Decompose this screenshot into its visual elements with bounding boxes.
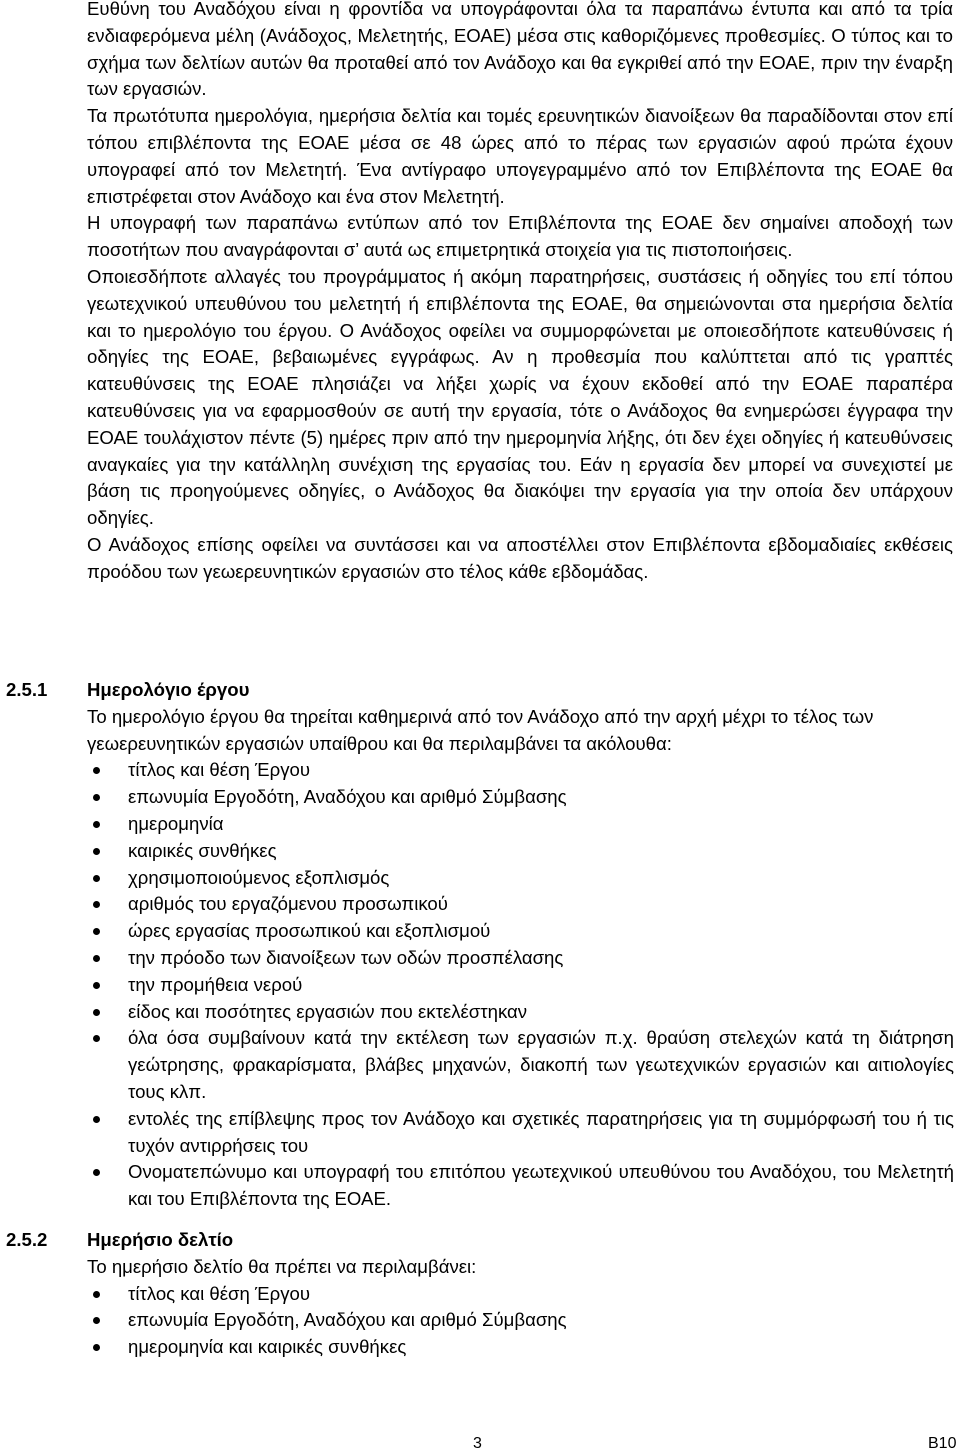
list-item: εντολές της επίβλεψης προς τον Ανάδοχο και σχετικές παρατηρήσεις για τη συμμόρφωσή του ή τις τυχόν αντιρρήσεις του bbox=[6, 1106, 954, 1160]
bullet-icon bbox=[93, 1116, 100, 1123]
section-title: Ημερήσιο δελτίο bbox=[87, 1229, 234, 1250]
list-item: Ονοματεπώνυμο και υπογραφή του επιτόπου γεωτεχνικού υπευθύνου του Αναδόχου, του Μελετητή και του Επιβλέποντα της ΕΟΑΕ. bbox=[6, 1159, 954, 1213]
paragraph-signature: Η υπογραφή των παραπάνω εντύπων από τον Επιβλέποντα της ΕΟΑΕ δεν σημαίνει αποδοχή των ποσοτήτων που αναγράφονται σ’ αυτά ως επιμετρητικά στοιχεία για τις πιστοποιήσεις. bbox=[87, 212, 953, 261]
section-daily-report bbox=[6, 1227, 954, 1361]
list-item: ημερομηνία bbox=[6, 811, 954, 838]
list-item: καιρικές συνθήκες bbox=[6, 838, 954, 865]
bullet-icon bbox=[93, 982, 100, 989]
section-title: Ημερολόγιο έργου bbox=[87, 679, 250, 700]
list-item: χρησιμοποιούμενος εξοπλισμός bbox=[6, 865, 954, 892]
paragraph-originals: Τα πρωτότυπα ημερολόγια, ημερήσια δελτία και τομές ερευνητικών διανοίξεων θα παραδίδονται στον επί τόπου επιβλέποντα της ΕΟΑΕ μέσα σε 48 ώρες από το πέρας των εργασιών αφού πρώτα έχουν υπογραφεί από τον Μελετητή. Ένα αντίγραφο υπογεγραμμένο από τον Επιβλέποντα της ΕΟΑΕ θα επιστρέφεται στον Ανάδοχο και ένα στον Μελετητή. bbox=[87, 105, 953, 207]
bullet-icon bbox=[93, 875, 100, 882]
paragraph-weekly-reports: Ο Ανάδοχος επίσης οφείλει να συντάσσει και να αποστέλλει στον Επιβλέποντα εβδομαδιαίες εκθέσεις προόδου των γεωερευνητικών εργασιών στο τέλος κάθε εβδομάδας. bbox=[87, 533, 953, 582]
section-number: 2.5.1 bbox=[6, 679, 48, 700]
section-intro: Το ημερολόγιο έργου θα τηρείται καθημερινά από τον Ανάδοχο από την αρχή μέχρι το τέλος των γεωερευνητικών εργασιών υπαίθρου και θα περιλαμβάνει τα ακόλουθα: bbox=[87, 705, 874, 754]
list-item: τίτλος και θέση Έργου bbox=[6, 757, 954, 784]
bullet-icon bbox=[93, 1291, 100, 1298]
bullet-icon bbox=[93, 1344, 100, 1351]
list-item: αριθμός του εργαζόμενου προσωπικού bbox=[6, 891, 954, 918]
list-item: είδος και ποσότητες εργασιών που εκτελέστηκαν bbox=[6, 999, 954, 1026]
bullet-icon bbox=[93, 1009, 100, 1016]
section-heading bbox=[6, 677, 954, 704]
page-number: 3 bbox=[473, 1435, 482, 1452]
list-item: όλα όσα συμβαίνουν κατά την εκτέλεση των εργασιών π.χ. θραύση στελεχών κατά τη διάτρηση γεώτρησης, φρακαρίσματα, βλάβες μηχανών, διακοπή των γεωτεχνικών εργασιών και αιτιολογίες τους κλπ. bbox=[6, 1025, 954, 1105]
list-item: ημερομηνία και καιρικές συνθήκες bbox=[6, 1334, 954, 1361]
list-item: την πρόοδο των διανοίξεων των οδών προσπέλασης bbox=[6, 945, 954, 972]
bullet-icon bbox=[93, 1317, 100, 1324]
bullet-icon bbox=[93, 848, 100, 855]
list-item: επωνυμία Εργοδότη, Αναδόχου και αριθμό Σύμβασης bbox=[6, 784, 954, 811]
bullet-icon bbox=[93, 955, 100, 962]
list-item: ώρες εργασίας προσωπικού και εξοπλισμού bbox=[6, 918, 954, 945]
bullet-list bbox=[6, 1281, 954, 1361]
section-intro: Το ημερήσιο δελτίο θα πρέπει να περιλαμβάνει: bbox=[87, 1255, 477, 1277]
section-site-diary bbox=[6, 677, 954, 1213]
bullet-icon bbox=[93, 767, 100, 774]
list-item: επωνυμία Εργοδότη, Αναδόχου και αριθμό Σύμβασης bbox=[6, 1307, 954, 1334]
bullet-icon bbox=[93, 901, 100, 908]
list-item: τίτλος και θέση Έργου bbox=[6, 1281, 954, 1308]
bullet-icon bbox=[93, 1035, 100, 1042]
paragraph-responsibility: Ευθύνη του Αναδόχου είναι η φροντίδα να υπογράφονται όλα τα παραπάνω έντυπα και από τα τρία ενδιαφερόμενα μέλη (Ανάδοχος, Μελετητής, ΕΟΑΕ) μέσα στις καθοριζόμενες προθεσμίες. Ο τύπος και το σχήμα των δελτίων αυτών θα προταθεί από τον Ανάδοχο και θα εγκριθεί από την ΕΟΑΕ, πριν την έναρξη των εργασιών. bbox=[87, 0, 953, 100]
section-number: 2.5.2 bbox=[6, 1229, 48, 1250]
bullet-icon bbox=[93, 928, 100, 935]
bullet-icon bbox=[93, 821, 100, 828]
paragraph-changes: Οποιεσδήποτε αλλαγές του προγράμματος ή ακόμη παρατηρήσεις, συστάσεις ή οδηγίες του επί τόπου γεωτεχνικού υπευθύνου του μελετητή ή επιβλέποντα της ΕΟΑΕ, θα σημειώνονται στα ημερήσια δελτία και το ημερολόγιο του έργου. Ο Ανάδοχος οφείλει να συμμορφώνεται με οποιεσδήποτε κατευθύνσεις ή οδηγίες της ΕΟΑΕ, βεβαιωμένες εγγράφως. Αν η προθεσμία που καλύπτεται από τις γραπτές κατευθύνσεις της ΕΟΑΕ πλησιάζει να λήξει χωρίς να έχουν εκδοθεί από την ΕΟΑΕ παραπέρα κατευθύνσεις για να εφαρμοσθούν σε αυτή την εργασία, τότε ο Ανάδοχος θα ενημερώσει έγγραφα την ΕΟΑΕ τουλάχιστον πέντε (5) ημέρες πριν από την ημερομηνία λήξης, ότι δεν έχει οδηγίες ή κατευθύνσεις αναγκαίες για την κατάλληλη συνέχιση της εργασίας του. Εάν η εργασία δεν μπορεί να συνεχιστεί με βάση τις προηγούμενες οδηγίες, ο Ανάδοχος θα διακόψει την εργασία για την οποία δεν υπάρχουν οδηγίες. bbox=[87, 265, 953, 529]
list-item: την προμήθεια νερού bbox=[6, 972, 954, 999]
section-reference: B10 bbox=[928, 1435, 957, 1452]
section-heading bbox=[6, 1227, 954, 1254]
bullet-icon bbox=[93, 794, 100, 801]
bullet-icon bbox=[93, 1169, 100, 1176]
bullet-list bbox=[6, 757, 954, 1213]
body-text bbox=[87, 0, 953, 586]
